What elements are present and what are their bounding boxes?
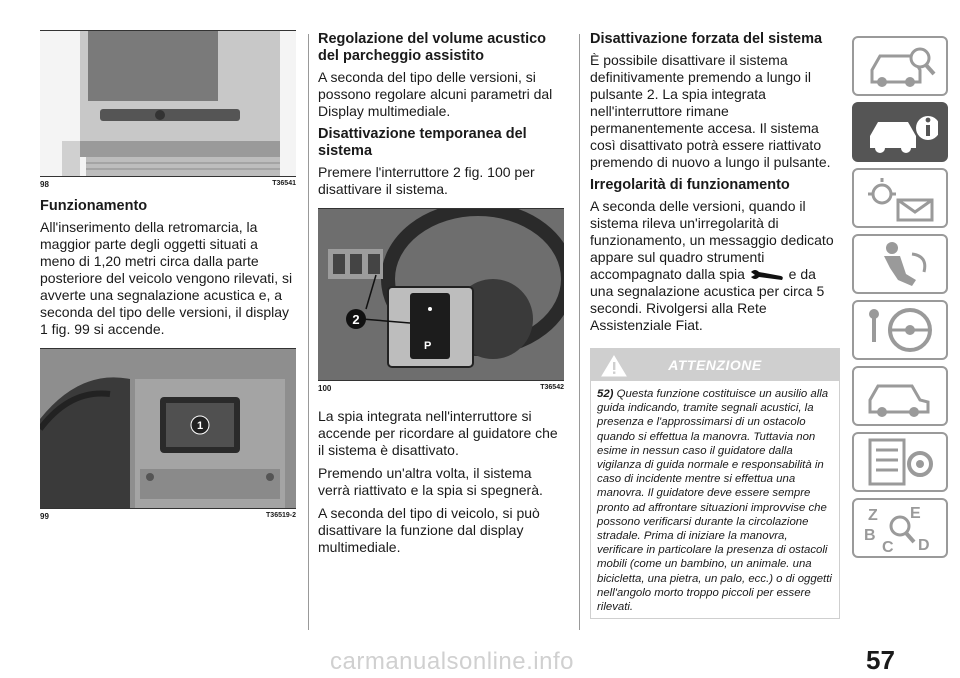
figure-100-caption [318, 380, 564, 396]
car-search-icon [862, 38, 938, 94]
figure-number: 98 [40, 180, 49, 189]
svg-text:Z: Z [868, 507, 878, 524]
column-divider [579, 34, 580, 630]
figure-98 [40, 30, 296, 176]
figure-100-image [318, 209, 564, 380]
svg-text:D: D [918, 537, 930, 554]
figure-code: T36541 [272, 180, 296, 187]
chapter-tab-key-steering-wheel[interactable] [852, 300, 948, 360]
wrench-warning-icon [749, 268, 785, 282]
chapter-tab-maintenance-list[interactable] [852, 432, 948, 492]
key-steering-wheel-icon [862, 302, 938, 358]
figure-98-caption [40, 176, 296, 192]
car-info-icon [862, 104, 938, 160]
chapter-tab-car-search[interactable] [852, 36, 948, 96]
figure-99-caption [40, 508, 296, 524]
section-heading-irregolarita: Irregolarità di funzionamento [590, 177, 790, 193]
section-heading-disattivazione-forzata: Disattivazione forzata del sistema [590, 31, 823, 47]
paragraph-text: e da una segnalazione acustica per circa 5 secondi. Rivolgersi alla Rete Assistenziale Fiat. [590, 266, 825, 333]
figure-code: T36519-2 [266, 512, 296, 519]
index-letters-icon [862, 500, 938, 556]
column-right [590, 31, 840, 619]
paragraph-with-icon [590, 198, 840, 334]
figure-98-image [40, 31, 296, 176]
svg-text:B: B [864, 527, 876, 544]
parking-button-label: P [424, 340, 432, 352]
chapter-tab-index-letters[interactable] [852, 498, 948, 558]
section-heading-disattivazione-temporanea: Disattivazione temporanea del sistema [318, 126, 527, 159]
figure-99 [40, 348, 296, 508]
svg-text:C: C [882, 539, 894, 556]
chapter-tab-car-side[interactable] [852, 366, 948, 426]
figure-number: 100 [318, 384, 332, 393]
warning-box [590, 348, 840, 619]
warning-body [591, 381, 839, 618]
figure-99-image [40, 349, 296, 508]
warning-ref: 52) [597, 388, 614, 400]
paragraph: Premendo un'altra volta, il sistema verrà riattivato e la spia si spegnerà. [318, 465, 543, 498]
column-middle [318, 31, 564, 562]
airbag-passenger-icon [862, 236, 938, 292]
figure-code: T36542 [540, 384, 564, 391]
car-side-icon [862, 368, 938, 424]
paragraph: La spia integrata nell'interruttore si accende per ricordare al guidatore che il sistema è disattivato. [318, 408, 558, 458]
section-heading-funzionamento: Funzionamento [40, 198, 148, 214]
figure-100 [318, 208, 564, 380]
figure-number: 99 [40, 512, 49, 521]
paragraph-text: A seconda delle versioni, quando il sistema rileva un'irregolarità di funzionamento, un messaggio dedicato appare sul quadro strumenti accompagnato dalla spia [590, 198, 834, 282]
warning-title: ATTENZIONE [668, 357, 762, 373]
paragraph: Premere l'interruttore 2 fig. 100 per disattivare il sistema. [318, 164, 535, 197]
paragraph: All'inserimento della retromarcia, la maggior parte degli oggetti situati a meno di 1,20 metri circa dalla parte posteriore del veicolo vengono rilevati, si avverte una segnalazione acustica e, a seconda del tipo delle versioni, il display 1 fig. 99 si accende. [40, 219, 293, 337]
column-left [40, 30, 296, 524]
warning-lights-icon [862, 170, 938, 226]
chapter-tab-car-info[interactable] [852, 102, 948, 162]
page-number: 57 [866, 645, 895, 675]
column-divider [308, 34, 309, 630]
section-heading-volume: Regolazione del volume acustico del parcheggio assistito [318, 31, 547, 64]
chapter-tab-airbag-passenger[interactable] [852, 234, 948, 294]
svg-text:E: E [910, 505, 921, 522]
warning-text: Questa funzione costituisce un ausilio alla guida indicando, tramite segnali acustici, la presenza e l'approssimarsi di un ostacolo quando si effettua la manovra. Tuttavia non esime in nessun caso il guidatore dalla vigilanza di guida normale e responsabilità in caso di incidente mentre si effettua una manovra. Il guidatore deve essere sempre pronto ad affrontare situazioni improvvise che possono verificarsi durante la circolazione stradale. Prima di iniziare la manovra, verificare in particolare la presenza di ostacoli mobili (come un bambino, un animale. una bicicletta, una pietra, un palo, ecc.) o di oggetti nell'angolo morto troppo piccoli per essere rilevati. [597, 388, 832, 614]
paragraph: A seconda del tipo di veicolo, si può disattivare la funzione dal display multimediale. [318, 505, 540, 555]
warning-header [591, 349, 839, 381]
watermark-text: carmanualsonline.info [330, 648, 574, 675]
paragraph: A seconda del tipo delle versioni, si possono regolare alcuni parametri dal Display multimediale. [318, 69, 553, 119]
paragraph: È possibile disattivare il sistema definitivamente premendo a lungo il pulsante 2. La spia integrata nell'interruttore rimane permanentemente accesa. Il sistema così disattivato potrà essere riattivato premendo di nuovo a lungo il pulsante. [590, 52, 831, 170]
warning-triangle-icon [601, 355, 627, 377]
figure-99-callout: 1 [196, 420, 204, 432]
maintenance-list-icon [862, 434, 938, 490]
figure-100-callout: 2 [352, 312, 360, 327]
chapter-tab-warning-lights[interactable] [852, 168, 948, 228]
